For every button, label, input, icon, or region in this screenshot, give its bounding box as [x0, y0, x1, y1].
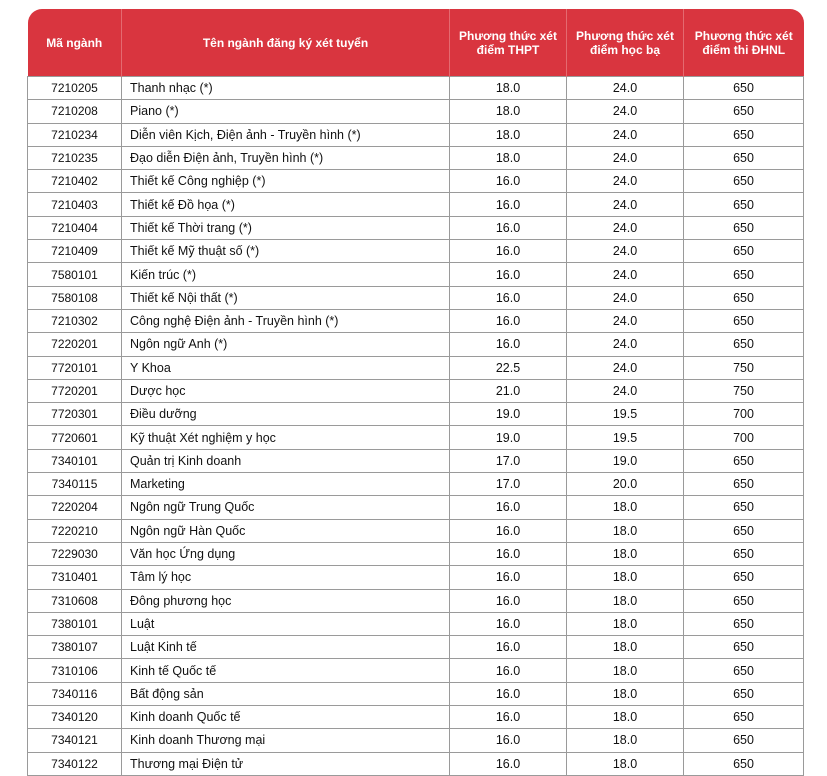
row-dhnl: 650 [684, 309, 804, 332]
row-hocba: 19.5 [567, 426, 684, 449]
row-name: Đạo diễn Điện ảnh, Truyền hình (*) [122, 146, 450, 169]
row-hocba: 24.0 [567, 356, 684, 379]
row-hocba: 24.0 [567, 333, 684, 356]
row-dhnl: 700 [684, 426, 804, 449]
row-thpt: 16.0 [450, 612, 567, 635]
row-hocba: 24.0 [567, 123, 684, 146]
row-code: 7720301 [28, 403, 122, 426]
row-hocba: 24.0 [567, 100, 684, 123]
row-name: Luật Kinh tế [122, 636, 450, 659]
row-hocba: 18.0 [567, 519, 684, 542]
table-row [28, 286, 804, 309]
row-thpt: 17.0 [450, 449, 567, 472]
row-name: Ngôn ngữ Trung Quốc [122, 496, 450, 519]
table-row [28, 589, 804, 612]
row-name: Công nghệ Điện ảnh - Truyền hình (*) [122, 309, 450, 332]
row-hocba: 18.0 [567, 542, 684, 565]
row-dhnl: 650 [684, 286, 804, 309]
row-thpt: 18.0 [450, 146, 567, 169]
row-name: Kỹ thuật Xét nghiệm y học [122, 426, 450, 449]
row-name: Điều dưỡng [122, 403, 450, 426]
row-thpt: 16.0 [450, 706, 567, 729]
row-code: 7210208 [28, 100, 122, 123]
header-hocba: Phương thức xét điểm học bạ [567, 9, 684, 77]
row-thpt: 18.0 [450, 77, 567, 100]
row-thpt: 16.0 [450, 333, 567, 356]
row-thpt: 18.0 [450, 123, 567, 146]
row-name: Ngôn ngữ Anh (*) [122, 333, 450, 356]
table-row [28, 519, 804, 542]
row-hocba: 24.0 [567, 309, 684, 332]
row-thpt: 16.0 [450, 170, 567, 193]
row-code: 7220210 [28, 519, 122, 542]
row-code: 7220204 [28, 496, 122, 519]
row-thpt: 16.0 [450, 263, 567, 286]
table-body [28, 77, 804, 776]
table-row [28, 77, 804, 100]
table-row [28, 146, 804, 169]
row-dhnl: 650 [684, 612, 804, 635]
row-thpt: 22.5 [450, 356, 567, 379]
row-name: Thiết kế Thời trang (*) [122, 216, 450, 239]
table-row [28, 496, 804, 519]
row-code: 7220201 [28, 333, 122, 356]
row-hocba: 24.0 [567, 216, 684, 239]
row-dhnl: 650 [684, 240, 804, 263]
table-row [28, 449, 804, 472]
row-thpt: 19.0 [450, 403, 567, 426]
row-code: 7720601 [28, 426, 122, 449]
row-dhnl: 650 [684, 473, 804, 496]
table-row [28, 729, 804, 752]
row-code: 7310106 [28, 659, 122, 682]
table-row [28, 356, 804, 379]
row-thpt: 16.0 [450, 240, 567, 263]
row-thpt: 16.0 [450, 729, 567, 752]
table-row [28, 426, 804, 449]
table-row [28, 333, 804, 356]
row-name: Kinh tế Quốc tế [122, 659, 450, 682]
row-code: 7380107 [28, 636, 122, 659]
table-row [28, 309, 804, 332]
table-row [28, 170, 804, 193]
row-hocba: 18.0 [567, 682, 684, 705]
row-code: 7310608 [28, 589, 122, 612]
row-dhnl: 650 [684, 519, 804, 542]
row-dhnl: 650 [684, 77, 804, 100]
header-code: Mã ngành [28, 9, 122, 77]
row-code: 7580108 [28, 286, 122, 309]
table-row [28, 473, 804, 496]
row-code: 7210404 [28, 216, 122, 239]
header-dhnl: Phương thức xét điểm thi ĐHNL [684, 9, 804, 77]
row-dhnl: 650 [684, 100, 804, 123]
row-dhnl: 650 [684, 706, 804, 729]
row-dhnl: 650 [684, 123, 804, 146]
row-hocba: 19.5 [567, 403, 684, 426]
row-thpt: 17.0 [450, 473, 567, 496]
row-name: Thiết kế Công nghiệp (*) [122, 170, 450, 193]
row-name: Tâm lý học [122, 566, 450, 589]
table-row [28, 193, 804, 216]
row-dhnl: 750 [684, 379, 804, 402]
row-code: 7340121 [28, 729, 122, 752]
row-dhnl: 650 [684, 449, 804, 472]
row-thpt: 16.0 [450, 216, 567, 239]
row-dhnl: 650 [684, 636, 804, 659]
row-code: 7310401 [28, 566, 122, 589]
admission-table-container [27, 9, 803, 776]
admission-table [27, 9, 804, 776]
row-code: 7340122 [28, 752, 122, 775]
row-code: 7580101 [28, 263, 122, 286]
row-hocba: 19.0 [567, 449, 684, 472]
row-code: 7380101 [28, 612, 122, 635]
row-dhnl: 650 [684, 589, 804, 612]
row-thpt: 16.0 [450, 542, 567, 565]
row-thpt: 18.0 [450, 100, 567, 123]
row-hocba: 18.0 [567, 706, 684, 729]
header-name: Tên ngành đăng ký xét tuyển [122, 9, 450, 77]
row-thpt: 19.0 [450, 426, 567, 449]
row-name: Thiết kế Nội thất (*) [122, 286, 450, 309]
row-name: Thiết kế Đồ họa (*) [122, 193, 450, 216]
row-code: 7210234 [28, 123, 122, 146]
table-row [28, 542, 804, 565]
row-hocba: 24.0 [567, 286, 684, 309]
row-code: 7210205 [28, 77, 122, 100]
row-hocba: 20.0 [567, 473, 684, 496]
row-dhnl: 650 [684, 566, 804, 589]
table-row [28, 403, 804, 426]
row-hocba: 24.0 [567, 379, 684, 402]
row-dhnl: 650 [684, 216, 804, 239]
row-name: Quản trị Kinh doanh [122, 449, 450, 472]
table-row [28, 216, 804, 239]
row-name: Kiến trúc (*) [122, 263, 450, 286]
row-hocba: 24.0 [567, 240, 684, 263]
table-row [28, 100, 804, 123]
row-name: Luật [122, 612, 450, 635]
row-name: Bất động sản [122, 682, 450, 705]
row-dhnl: 650 [684, 659, 804, 682]
row-name: Đông phương học [122, 589, 450, 612]
row-dhnl: 650 [684, 333, 804, 356]
row-code: 7229030 [28, 542, 122, 565]
table-row [28, 706, 804, 729]
row-thpt: 16.0 [450, 589, 567, 612]
row-dhnl: 650 [684, 496, 804, 519]
row-hocba: 18.0 [567, 659, 684, 682]
row-thpt: 16.0 [450, 193, 567, 216]
row-name: Thiết kế Mỹ thuật số (*) [122, 240, 450, 263]
table-header-row [28, 9, 804, 77]
row-hocba: 18.0 [567, 589, 684, 612]
row-name: Y Khoa [122, 356, 450, 379]
row-code: 7340115 [28, 473, 122, 496]
row-thpt: 16.0 [450, 752, 567, 775]
row-hocba: 18.0 [567, 729, 684, 752]
row-hocba: 24.0 [567, 193, 684, 216]
row-name: Văn học Ứng dụng [122, 542, 450, 565]
row-thpt: 16.0 [450, 286, 567, 309]
table-row [28, 682, 804, 705]
row-hocba: 24.0 [567, 170, 684, 193]
row-name: Diễn viên Kịch, Điện ảnh - Truyền hình (*) [122, 123, 450, 146]
row-name: Ngôn ngữ Hàn Quốc [122, 519, 450, 542]
row-dhnl: 650 [684, 170, 804, 193]
row-hocba: 18.0 [567, 566, 684, 589]
row-code: 7210402 [28, 170, 122, 193]
row-code: 7210409 [28, 240, 122, 263]
table-row [28, 659, 804, 682]
row-dhnl: 650 [684, 263, 804, 286]
row-code: 7340116 [28, 682, 122, 705]
row-name: Dược học [122, 379, 450, 402]
row-code: 7340120 [28, 706, 122, 729]
row-dhnl: 650 [684, 682, 804, 705]
table-row [28, 240, 804, 263]
row-hocba: 18.0 [567, 496, 684, 519]
table-row [28, 379, 804, 402]
row-thpt: 16.0 [450, 309, 567, 332]
row-hocba: 24.0 [567, 263, 684, 286]
row-dhnl: 650 [684, 752, 804, 775]
row-dhnl: 650 [684, 146, 804, 169]
row-hocba: 18.0 [567, 636, 684, 659]
row-hocba: 18.0 [567, 612, 684, 635]
row-code: 7210403 [28, 193, 122, 216]
row-name: Marketing [122, 473, 450, 496]
row-dhnl: 700 [684, 403, 804, 426]
row-dhnl: 650 [684, 193, 804, 216]
table-row [28, 752, 804, 775]
row-code: 7720201 [28, 379, 122, 402]
row-name: Piano (*) [122, 100, 450, 123]
row-name: Kinh doanh Quốc tế [122, 706, 450, 729]
row-hocba: 24.0 [567, 146, 684, 169]
row-thpt: 16.0 [450, 519, 567, 542]
table-row [28, 612, 804, 635]
row-dhnl: 650 [684, 729, 804, 752]
table-row [28, 123, 804, 146]
header-thpt: Phương thức xét điểm THPT [450, 9, 567, 77]
table-row [28, 263, 804, 286]
row-code: 7210235 [28, 146, 122, 169]
row-thpt: 16.0 [450, 496, 567, 519]
row-thpt: 16.0 [450, 659, 567, 682]
row-hocba: 24.0 [567, 77, 684, 100]
row-name: Kinh doanh Thương mại [122, 729, 450, 752]
row-thpt: 21.0 [450, 379, 567, 402]
row-dhnl: 750 [684, 356, 804, 379]
row-code: 7210302 [28, 309, 122, 332]
row-thpt: 16.0 [450, 682, 567, 705]
row-thpt: 16.0 [450, 566, 567, 589]
row-name: Thương mại Điện tử [122, 752, 450, 775]
row-code: 7340101 [28, 449, 122, 472]
table-row [28, 636, 804, 659]
row-dhnl: 650 [684, 542, 804, 565]
row-thpt: 16.0 [450, 636, 567, 659]
table-row [28, 566, 804, 589]
row-code: 7720101 [28, 356, 122, 379]
row-name: Thanh nhạc (*) [122, 77, 450, 100]
row-hocba: 18.0 [567, 752, 684, 775]
